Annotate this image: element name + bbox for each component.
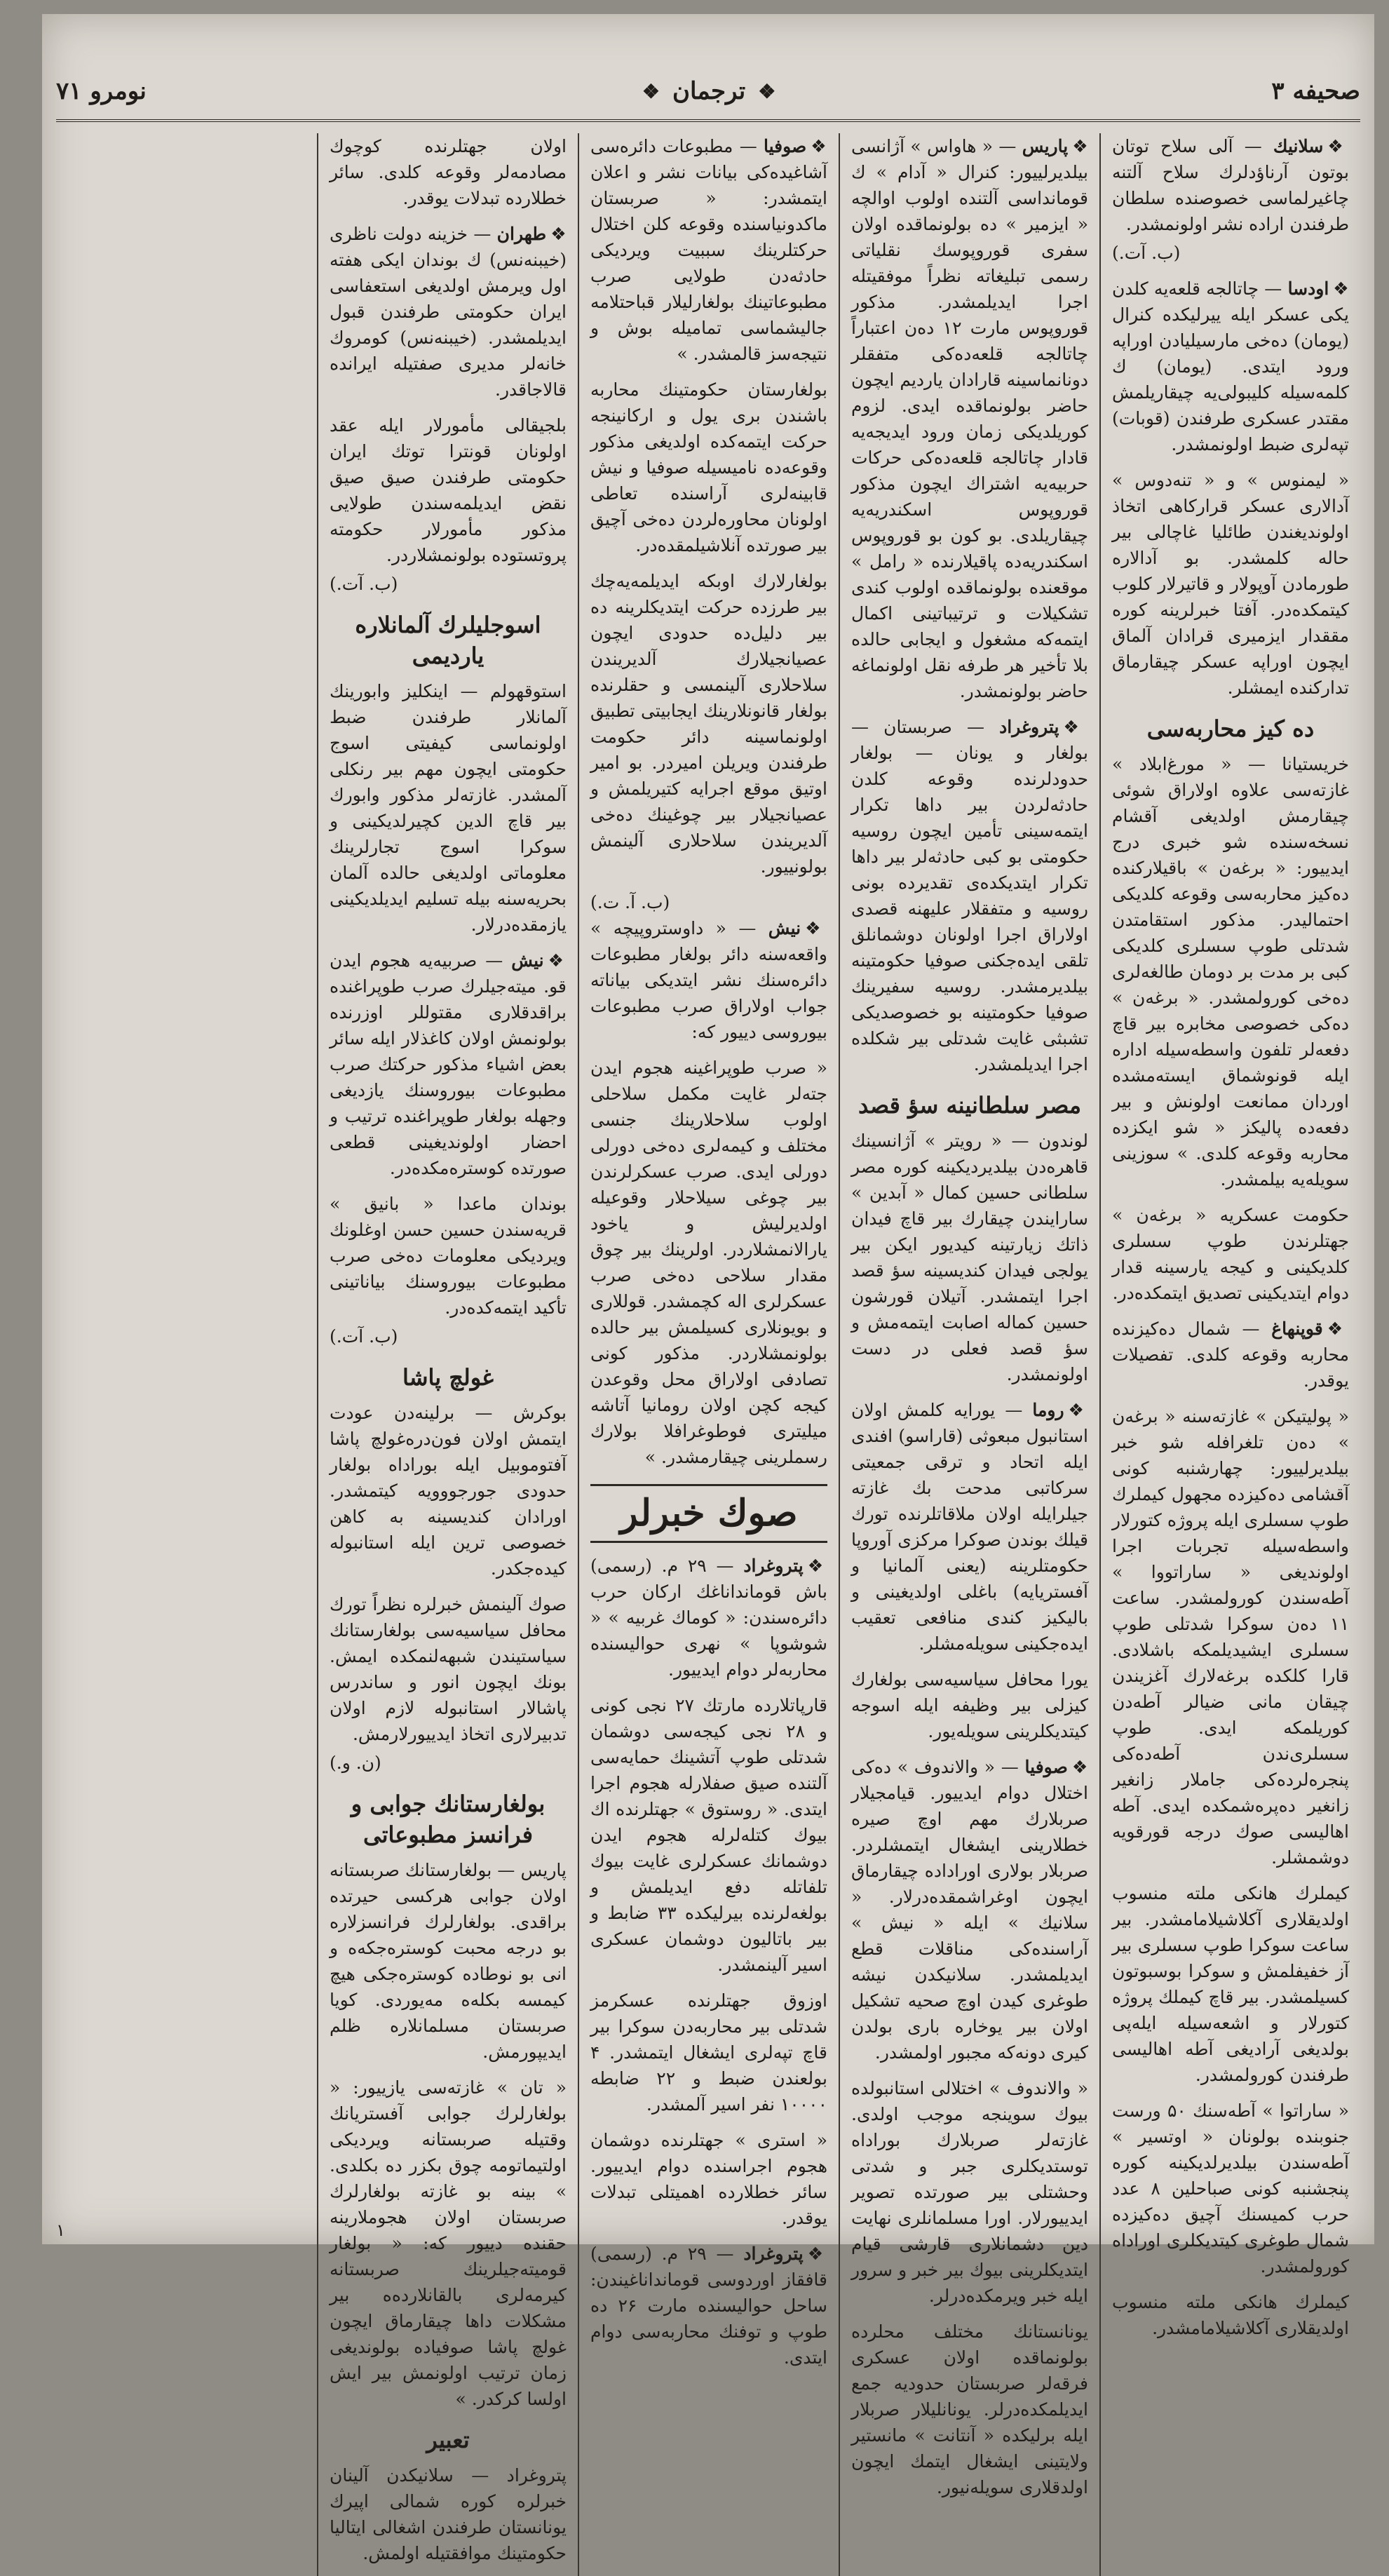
masthead — [56, 63, 1360, 122]
page-label: صحیفه ۳ — [1271, 77, 1360, 105]
news-text: بولغارستان حکومتینك محاربه باشندن بری یول و ارکانینجه حرکت ایتمه‌کده اولدیغی مذکور وقوعه‌ده نامیسیله صوفیا و نیش قابینه‌لری آراسنده تعاطی اولونان محاوره‌لردن ده‌خی آچیق بیر صورتده آنلاشیلمقده‌در. — [590, 379, 827, 555]
column-2 — [839, 133, 1099, 2576]
news-text: — آلی سلاح توتان بوتون آرناؤدلرك سلاح آلتنه چاغیرلماسی خصوصنده سلطان طرفندن اراده نشر اولونمشدر. — [1112, 136, 1349, 234]
news-item — [330, 1400, 567, 1582]
news-text: — « داوستروپیچه » واقعه‌سنه دائر بولغار مطبوعات دائره‌سنك نشر ایتدیکی بیاناته جواب اولاراق صرب مطبوعات بیوروسی دییور كه: — [590, 918, 827, 1042]
column-3 — [578, 133, 839, 2576]
news-item — [851, 1666, 1088, 1744]
article-heading: تعبیر — [426, 2427, 470, 2453]
news-text: کیملرك هانکی ملته منسوب اولدیقلاری آکلاشیلامامشدر. بیر ساعت سوکرا طوپ سسلری بیر آز خفیفلمش و سوکرا بوسبوتون کسیلمشدر. بیر قاچ کیملك پروژه کتورلار و اشعه‌سیله ایله‌پی بولدیغی آرادیغی آطه اهالیسی طرفندن کورولمشدر. — [1112, 1883, 1349, 2085]
source-signature: (ن. و.) — [330, 1753, 381, 1773]
dateline — [743, 2244, 827, 2264]
ornament-icon: ❖ — [550, 224, 567, 244]
source-signature: (ب. آ. ت.) — [590, 892, 670, 912]
news-text: صوك آلینمش خبرلره نظراً تورك محافل سیاسیه‌سی بولغارستانك سیاستیندن شبهه‌لنمکده ایمش. بونك ایچون انور و ساندرس پاشالار استانبوله لازم اولان تدبیرلاری اتخاذ ایدییورلارمش. — [330, 1594, 567, 1744]
news-item — [851, 714, 1088, 1077]
news-text: — یورایه کلمش اولان استانبول مبعوثی (قاراسو) افندی ایله اتحاد و ترقی جمعیتی سرکاتبی مدحت بك غازته جیلرایله اولان ملاقاتلرنده تورك قیلك بوندن صوکرا مرکزی آوروپا حکومتلرینه (یعنی آلمانیا و آفستریایه) باغلی اولدیغینی و بالیکیز کندی منافعی تعقیب ایده‌جکینی سویله‌مشلر. — [851, 1400, 1088, 1654]
dateline-text: طهران — [496, 224, 547, 244]
dateline-text: پاریس — [1022, 136, 1069, 156]
news-text: — « والاندوف » ده‌کی اختلال دوام ایدییور. قیامجیلار صربلارك مهم اوچ صیره خطلارینی ایشغال ایتمشلردر. صربلار بولاری اوراداده چیقارماق ایچون اوغراشمقده‌درلار. « سلانیك » ایله « نیش » آراسنده‌کی مناقلات قطع ایدیلمشدر. سلانیکدن نیشه طوغری کیدن اوچ صحیه تشکیل اولان بیر یوخاره باری بولدن کیری دونه‌که مجبور اولمشدر. — [851, 1757, 1088, 2063]
news-text: — مطبوعات دائره‌سی آشاغیده‌کی بیانات نشر و اعلان ایتمشدر: « صربستان ماکدونیاسنده وقوعه کلن اختلال حرکتلرینك سببیت ویردیکی حادثه‌دن طولایی صرب مطبوعاتینك بولغارلیلار قباحتلامه جالیشماسی تمامیله بوش و نتیجه‌سز قالمشدر. » — [590, 136, 827, 364]
news-text: « تان » غازته‌سی یازییور: « بولغارلرك جوابی آفستریانك وقتیله صربستانه ویردیکی اولتیماتومه چوق بکزر ده بکلدی. » بینه بو غازته بولغارلرك صربستان اولان هجوملارینه حقنده دییور كه: « بولغار قومیته‌جیلرینك صربستانه کیرمه‌لری بالقانلارده‌ه بیر مشکلات داها چیقارماق ایچون غولچ پاشا صوفیاده بولوندیغی زمان ترتیب اولونمش بیر ایش اولسا کرکدر. » — [330, 2077, 567, 2409]
news-text: کیملرك هانکی ملته منسوب اولدیقلاری آکلاشیلامامشدر. — [1112, 2292, 1349, 2338]
news-text: — « هاواس » آژانسی بیلدیرلییور: کنرال « آدام » ك قومانداسی آلتنده اولوب اوالچه « ایزمیر » ده بولونماقده اولان سفری قوروپوسك نقلیاتی رسمی تبلیغاته نظراً موفقیتله اجرا ایدیلمشدر. مذکور قوروپوس مارت ۱۲ ده‌ن اعتباراً چاتالجه قلعه‌ده‌کی متفقلر دونانماسینه قارادان یاردیم ایچون حاضر بولونماقده ایدی. لزوم کوریلدیکی زمان ورود ایدیجه‌یه قادار چاتالجه قلعه‌ده‌کی حرکات حربیه‌یه اشتراك ایچون مذکور قوروپوس اسکندریه‌یه چیقاریلدی. بو کون بو قوروپوس اسکندریه‌ده پاقیلارنده « رامل » موقعنده بولونماقده اولوب کندی تشکیلات و ترتیباتینی اکمال ایتمه‌که مشغول و ایجابی حالده بلا تأخیر هر طرفه نقل اولونماغه حاضر بولونمشدر. — [851, 136, 1088, 701]
news-text: اوزوق جهتلرنده عسکرمز شدتلی بیر محاربه‌دن سوکرا بیر قاچ تپه‌لری ایشغال ایتمشدر. ۴ بولعندن ضبط و ۲۲ ضابطه ۱۰۰۰۰ نفر اسیر آلمشدر. — [590, 1990, 827, 2115]
article-heading: ده کیز محاربه‌سی — [1146, 715, 1315, 742]
ornament-icon: ❖ — [1071, 1757, 1089, 1777]
dateline-text: اودسا — [1287, 278, 1329, 299]
article-heading: بولغارستانك جوابی و فرانسز مطبوعاتی — [351, 1791, 546, 1848]
columns — [56, 133, 1360, 2563]
news-text: — ۲۹ م. (رسمی) قافقاز اوردوسی قومانداناغیندن: ساحل حوالیسنده مارت ۲۶ ده طوپ و توفنك محاربه‌سی دوام ایتدی. — [590, 2244, 827, 2368]
news-item — [1112, 1403, 1349, 1870]
article-heading: مصر سلطانینه سؤ قصد — [858, 1092, 1081, 1119]
dateline-text: قوپنهاغ — [1271, 1319, 1323, 1339]
news-item — [1112, 467, 1349, 701]
dateline-text: پتروغراد — [743, 2244, 804, 2264]
news-text: حکومت عسکریه « برغه‌ن » جهتلرندن طوپ سسلری کلدیکینی و کیجه یارسینه قدار دوام ایتدیکینی تصدیق ایتمکده‌در. — [1112, 1205, 1349, 1303]
news-text: « پولیتیکن » غازته‌سنه « برغه‌ن » ده‌ن تلغرافله شو خبر بیلدیرلییور: چهارشنبه کونی آقشامی ده‌کیزده مجهول کیملرك طوپ سسلری ایله پروژه کتورلار واسطه‌سیله تجربات اجرا اولوندیغی « ساراتووا » آطه‌سندن کورولمشدر. ساعت ۱۱ ده‌ن سوکرا شدتلی طوپ سسلری ایشیدیلمکه باشلادی. قارا کلکده برغه‌لارك آغزیندن چیقان مانی ضیالر آطه‌دن کوریلمکه ایدی. طوپ سسلری‌ندن آطه‌ده‌کی پنجره‌لرده‌کی جاملار زانغیر زانغیر ده‌پره‌شمکده‌ ایدی. آطه اهالیسی صوك درجه قورقویه دوشمشلر. — [1112, 1406, 1349, 1868]
news-item — [330, 1191, 567, 1349]
article-heading: صوك خبرلر — [590, 1484, 827, 1543]
news-text: بلجیقالی مأمورلار ایله عقد اولونان قونترا توتك ایران حکومتی طرفندن صیق صیق نقض ایدیلمه‌سندن طولایی مذکور مأمورلار حکومته پروتستوده بولونمشلاردر. — [330, 415, 567, 565]
news-item — [330, 133, 567, 211]
news-item — [590, 568, 827, 879]
newspaper-page — [42, 14, 1374, 2563]
news-text: یونانستانك مختلف محلرده بولونماقده اولان عسکری فرقه‌لر صربستان حدودیه جمع ایدیلمکده‌درلر. یونانلیلار صربلار ایله برلیکده « آنتانت » مانستیر ولایتینی ایشغال ایتمك ایچون اولدقلاری سویله‌نیور. — [851, 2321, 1088, 2497]
news-text: بوکرش — برلینه‌دن عودت ایتمش اولان فون‌دره‌غولچ پاشا آفتوموبیل ایله بوراداه بولغار حدودی جورجووویه کیتمشدر. اورادان کندیسینه به کاهن خصوصی ترین ایله استانبوله کیده‌جکدر. — [330, 1403, 567, 1579]
news-text: « صرب طوپراغینه هجوم ایدن جته‌لر غایت مکمل سلاحلی اولوب سلاحلارینك جنسی مختلف و کیمه‌لری ده‌خی دورلی دورلی ایدی. صرب عسکرلرندن بیر چوغی سیلاحلار وقوعیله اولدیرلیش و یاخود یارالانمشلاردر. اولرینك بیر چوق مقدار سلاحی ده‌خی صرب عسکرلری اله کچمشدر. قوللاری و بویونلاری کسیلمش بیر حالده بولونمشلاردر. مذکور کونی تصادفی اولاراق محل وقوعدن کیجه کچن اولان رومانیا آتاشه میلیتری فوطوغرافلا بولارك رسملرینی چیقارمشدر. » — [590, 1058, 827, 1467]
newspaper-title: ترجمان — [672, 77, 746, 105]
news-item — [590, 377, 827, 558]
page-number: ۱ — [56, 2220, 65, 2240]
news-text: لوندون — « رویتر » آژانسینك قاهره‌دن بیلدیردیکینه کوره مصر سلطانی حسین کمال « آبدین » سارایندن چیقارك بیر قاچ فیدان ذاتك زیارتینه کیدیور ایکن بیر یولجی فیدان کندیسینه سؤ قصد اجرا ایتمشدر. آتیلان قورشون حسین کماله اصابت ایتمه‌مش و سؤ قصد فعلی در دست اولونمشدر. — [851, 1131, 1088, 1384]
news-item — [590, 2127, 827, 2231]
news-text: — خزینه دولت ناظری (خیبنه‌نس) ك بوندان ایکی هفته اول ویرمش اولدیغی استعفاسی ایران حکومتی طرفندن قبول ایدیلمشدر. (خیبنه‌نس) كومروك خانه‌لر مدیری صفتیله ایرانده قالاجاقدر. — [330, 224, 567, 400]
news-text: پتروغراد — سلانیکدن آلینان خبرلره کوره شمالی اپیرك یونانستان طرفندن اشغالی ایتالیا حکومتینك موافقتیله اولمش. — [330, 2465, 567, 2563]
news-item — [330, 1591, 567, 1776]
dateline-text: صوفیا — [1024, 1757, 1068, 1777]
dateline — [768, 918, 827, 938]
dateline-text: نیش — [768, 918, 801, 938]
news-item — [330, 678, 567, 938]
ornament-icon: ❖ — [1068, 1400, 1088, 1420]
news-text: « استری » جهتلرنده دوشمان هجوم اجراسنده دوام ایدییور. سائر خطلارده اهمیتلی تبدلات یوقدر. — [590, 2130, 827, 2228]
ornament-icon: ❖ — [758, 79, 776, 103]
news-item — [590, 133, 827, 367]
dateline — [1032, 1400, 1088, 1420]
news-text: خریستیانا — « مورغ‌ابلاد » غازته‌سی علاوه اولاراق شوئی چیقارمش اولدیغی آقشام نسخه‌سنده شو خبری درج ایدییور: « برغه‌ن » باقیلارکنده ده‌کیز محاربه‌سی وقوعه کلدیکی احتمالیدر. مذکور استقامتدن شدتلی طوپ سسلری کلدیکی کبی بر مدت بر دومان طالغه‌لری ده‌خی کورولمشدر. « برغه‌ن » ده‌کی خصوصی مخابره بیر قاچ دفعه‌لر تلفون واسطه‌سیله اداره ایله قونوشماق ایسته‌مشده اوردان ممانعت اولونش و بیر دفعه‌ده پالیکز « شو ایکزده محاربه وقوعه کلدی. » سوزینی سویله‌یه بیلمشدر. — [1112, 754, 1349, 1189]
dateline — [999, 717, 1088, 737]
dateline — [1271, 1319, 1349, 1339]
news-item — [590, 1055, 827, 1470]
dateline — [497, 224, 567, 244]
news-text: — صربستان — بولغار و یونان — بولغار حدودلرنده وقوعه کلدن حادثه‌لردن بیر داها تکرار ایتمه‌سینی تأمین ایچون روسیه حکومتی بو کبی حادثه‌لر بیر داها تکرار ایتدیکده‌ی تقدیرده بونی روسیه و متفقلار علیهنه قصدی اولاراق اجرا اولونان دوشمانلق تلقی ایده‌جکنی صوفیا حکومتینه بیلدیرمشدر. روسیه سفیرینك صوفیا حکومتینه بو خصوصدیکی تشبثی غایت شدتلی بیر شکلده اجرا ایدیلمشدر. — [851, 717, 1088, 1074]
ornament-icon: ❖ — [1072, 136, 1088, 156]
dateline-text: صوفیا — [763, 136, 807, 156]
news-text: قارپاتلارده مارتك ۲۷ نجی کونی و ۲۸ نجی کیجه‌سی دوشمان شدتلی طوپ آتشینك حمایه‌سی آلتنده صیق صفلارله هجوم اجرا ایتدی. « روستوق » جهتلرنده اك بیوك کتله‌لرله هجوم ایدن دوشمانك عسکرلری غایت بیوك تلفاتله دفع ایدیلمش و بولغه‌لرنده بیرلیکده ۳۳ ضابط و بیر باتالیون دوشمان عسکری اسیر آلینمشدر. — [590, 1695, 827, 1975]
dateline — [1273, 136, 1349, 156]
ornament-icon: ❖ — [805, 918, 827, 938]
source-signature: (ب. آت.) — [330, 574, 398, 594]
news-text: « لیمنوس » و « تنه‌دوس » آدالاری عسکر قرارکاهی اتخاذ اولوندیغندن طائلیا غاچالی بیر حاله کلمشدر. بو آدالاره طورمادن آوپولار و قاتیرلار کلوب کیتمکده‌در. آفتا خبرلرینه کوره مققدار ایزمیری قرادان آلماق ایچون اوراپه عسکر چیقارماق تدارکنده ایمشلر. — [1112, 470, 1349, 698]
article-heading: غولچ پاشا — [402, 1364, 494, 1391]
news-text: پاریس — بولغارستانك صربستانه اولان جوابی هرکسی حیرتده براقدی. بولغارلرك فرانسزلاره بو درجه محبت کوستره‌جکه‌ه و انی بو نوطاده کوستره‌جکی هیچ کیمسه بکله‌ه مه‌یوردی. کویا صربستان مسلمانلاره ظلم ایدیپورمش. — [330, 1860, 567, 2062]
news-item — [330, 2075, 567, 2412]
column-1 — [1099, 133, 1360, 2576]
news-text: بولغارلارك اوبکه ایدیلمه‌یه‌چك بیر طرزده حرکت ایتدیکلرینه ده بیر دلیل‌ده حدودی ایچون عصیانجیلارك آلدیریندن سلاحلاری آلینمسی و حقلرنده بولغار قانونلارینك ایجابیتی تطبیق اولونماسینه دائر حکومت طرفندن ویریلن امیردر. بو امیر اوتیق موقع اجرایه کتیریلمش و عصیانجیلار بیر چوغینك ده‌خی آلدیریندن سلاحلاری آلینمش بولونییور. — [590, 571, 827, 877]
news-text: استوقهولم — اینکلیز وابورینك آلمانلار طرفندن ضبط اولونماسی کیفیتی اسوج حکومتی ایچون مهم بیر رنکلی آلمشدر. غازته‌لر مذکور وابورك بیر قاچ الدین کچیرلدیکینی و سوکرا اسوج تجارلرینك معلوماتی اولدیغی حالده آلمان بحریه‌سنه بیله تسلیم ایدیلدیکینی یازمقده‌درلار. — [330, 681, 567, 935]
masthead-center — [642, 77, 775, 105]
dateline-text: روما — [1032, 1400, 1064, 1420]
news-item — [851, 2075, 1088, 2309]
news-item — [1112, 1316, 1349, 1394]
news-text: — چاتالجه قلعه‌یه کلدن یکی عسکر ایله ییرلیکده کنرال (یومان) ده‌خی مارسیلیادن اوراپه ورود ایتدی. (یومان) ك کلمه‌سیله کلیبولی‌یه چیقاریلمش مقتدر عسکری طرفندن (قوبات) تپه‌لری ضبط اولونمشدر. — [1112, 278, 1349, 454]
news-text: — ۲۹ م. (رسمی) باش قومانداناغك ارکان حرب دائره‌سندن: « کوماك غربیه » « شوشوپا » نهری حوالیسنده محاربه‌لر دوام ایدییور. — [590, 1556, 827, 1680]
column-5 — [56, 133, 317, 2576]
news-item — [330, 412, 567, 597]
news-text: یورا محافل سیاسیه‌سی بولغارك کیزلی بیر وظیفه ایله اسوجه کیتدیکلرینی سویله‌یور. — [851, 1669, 1088, 1741]
dateline — [1288, 278, 1349, 299]
news-item — [330, 221, 567, 403]
news-item — [851, 1397, 1088, 1657]
dateline-text: سلانیك — [1273, 136, 1324, 156]
news-text: « ساراتوا » آطه‌سنك ۵۰ ورست جنوبنده بولونان « اوتسیر » آطه‌سندن بیلدیرلدیکینه کوره پنجشنبه کونی صباحلین ۸ عدد حرب کمیسنك آچیق ده‌کیزده شمال طوغری کیتدیکلری اوراداه کورولمشدر. — [1112, 2100, 1349, 2277]
news-item — [590, 1692, 827, 1978]
news-item — [851, 133, 1088, 704]
ornament-icon: ❖ — [807, 1556, 827, 1576]
news-item — [1112, 2289, 1349, 2341]
dateline — [1022, 136, 1088, 156]
dateline — [511, 950, 567, 971]
ornament-icon: ❖ — [642, 79, 660, 103]
dateline — [764, 136, 827, 156]
news-item — [1112, 276, 1349, 457]
news-item — [330, 1857, 567, 2065]
ornament-icon: ❖ — [811, 136, 827, 156]
news-item — [330, 948, 567, 1181]
article-heading: اسوجلیلرك آلمانلاره یاردیمی — [355, 612, 541, 669]
ornament-icon: ❖ — [807, 2244, 827, 2264]
news-item — [851, 2319, 1088, 2500]
news-item — [590, 915, 827, 1045]
news-item — [1112, 1880, 1349, 2088]
dateline — [1025, 1757, 1088, 1777]
ornament-icon: ❖ — [1333, 278, 1350, 299]
news-item — [590, 2241, 827, 2371]
news-item — [1112, 2098, 1349, 2279]
news-item — [590, 1553, 827, 1683]
dateline-text: پتروغراد — [743, 1556, 804, 1576]
news-item — [1112, 751, 1349, 1192]
news-item — [1112, 1202, 1349, 1306]
source-signature: (ب. آت.) — [330, 1326, 398, 1347]
ornament-icon: ❖ — [1327, 136, 1349, 156]
news-item — [1112, 133, 1349, 266]
column-4 — [317, 133, 578, 2576]
dateline — [743, 1556, 827, 1576]
ornament-icon: ❖ — [548, 950, 567, 971]
news-item — [851, 1754, 1088, 2065]
source-signature: (ب. آت.) — [1112, 243, 1181, 263]
news-text: « والاندوف » اختلالی استانبولده بیوك سوینجه موجب اولدی. غازته‌لر صربلارك بوراداه توستدیکلری جبر و شدتی وحشتلی بیر صورتده تصویر ایدییورلار. اورا مسلمانلری نهایت دین دشمانلاری قارشی قیام ایتدیکلرینی بیوك بیر خبر و سرور ایله خبر ویرمکده‌درلر. — [851, 2078, 1088, 2306]
news-text: — صربیه‌یه هجوم ایدن قو. میته‌جیلرك صرب طوپراغنده براقدقلاری مقتوللر اوزرنده بولونمش اولان کاغذلار ایله سائر بعض اشیاء مذکور حرکتك صرب مطبوعات بیوروسنك یازدیغی وجهله بولغار طوپراغنده ترتیب و احضار اولوندیغینی قطعی صورتده کوستره‌مکده‌در. — [330, 950, 567, 1178]
news-text: — شمال ده‌کیزنده محاربه وقوعه کلدی. تفصیلات یوقدر. — [1112, 1319, 1349, 1391]
ornament-icon: ❖ — [1327, 1319, 1349, 1339]
news-item — [330, 2462, 567, 2566]
dateline-text: نیش — [511, 950, 544, 971]
issue-number: نومرو ۷۱ — [56, 77, 147, 105]
dateline-text: پتروغراد — [999, 717, 1059, 737]
news-item — [590, 1988, 827, 2117]
ornament-icon: ❖ — [1063, 717, 1088, 737]
news-text: بوندان ماعدا « بانیق » قریه‌سندن حسین حسن اوغلونك ویردیکی معلومات ده‌خی صرب مطبوعات بیوروسنك بیاناتینی تأکید ایتمه‌کده‌در. — [330, 1194, 567, 1318]
news-text: اولان جهتلرنده کوچوك مصادمه‌لر وقوعه کلدی. سائر خطلارده تبدلات یوقدر. — [330, 136, 567, 208]
news-item — [851, 1128, 1088, 1387]
